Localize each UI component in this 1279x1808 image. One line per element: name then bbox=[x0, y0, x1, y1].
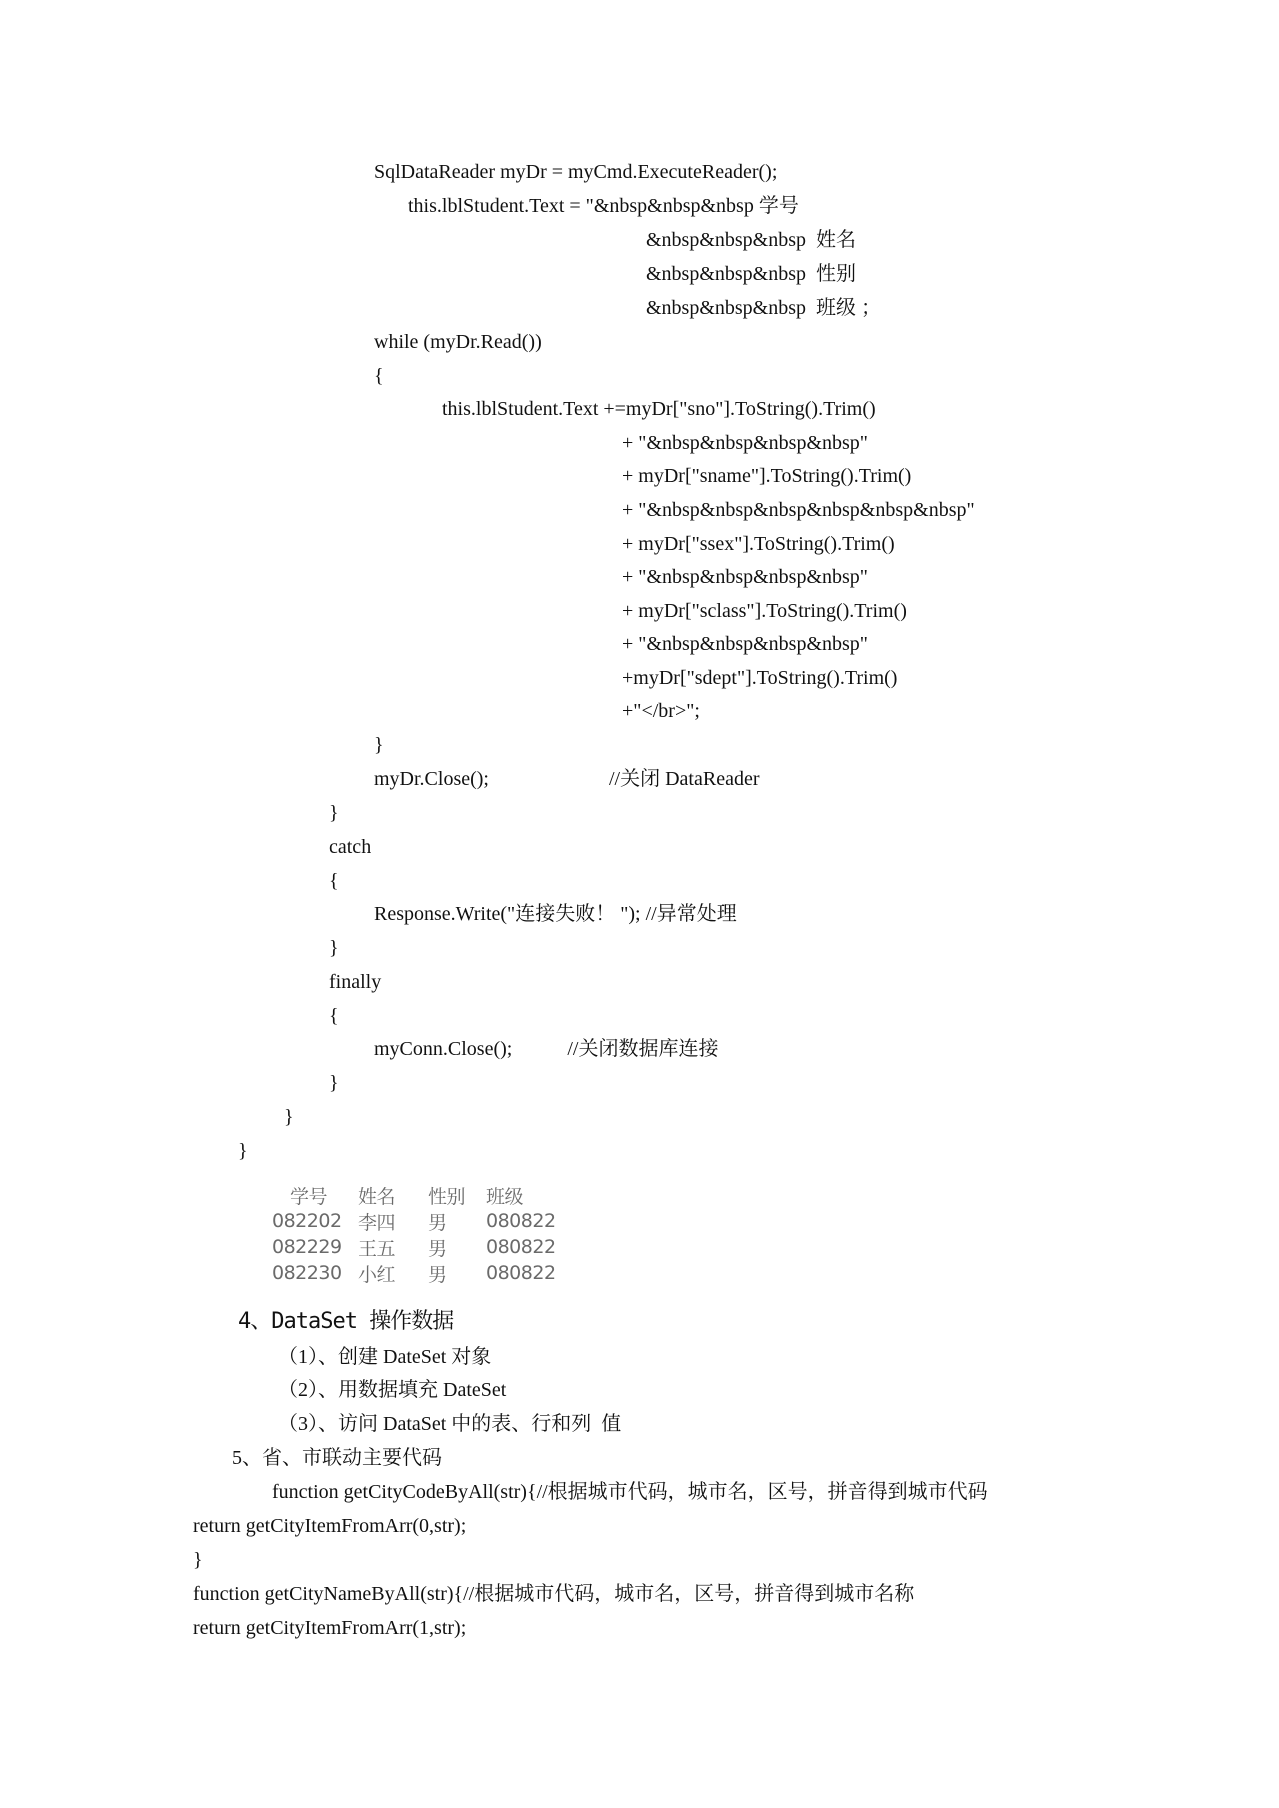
result-cell: 李四 bbox=[358, 1211, 396, 1234]
result-row bbox=[272, 1208, 556, 1234]
code-line: this.lblStudent.Text = "&nbsp&nbsp&nbsp 学号 bbox=[408, 195, 799, 217]
result-cell: 男 bbox=[428, 1237, 447, 1260]
code-line: } bbox=[238, 1140, 248, 1162]
result-cell: 082202 bbox=[272, 1210, 342, 1232]
result-cell: 王五 bbox=[358, 1237, 396, 1260]
code-line: + "&nbsp&nbsp&nbsp&nbsp&nbsp&nbsp" bbox=[622, 499, 975, 521]
code-line: this.lblStudent.Text +=myDr["sno"].ToString().Trim() bbox=[442, 398, 876, 420]
code-line: { bbox=[374, 365, 384, 387]
code-line: &nbsp&nbsp&nbsp 性别 bbox=[646, 263, 857, 285]
list-item: （1）、创建 DateSet 对象 bbox=[278, 1346, 492, 1368]
code-line: } bbox=[374, 734, 384, 756]
code-line: } bbox=[329, 802, 339, 824]
code-line: { bbox=[329, 870, 339, 892]
result-row bbox=[272, 1260, 556, 1286]
code-line: + myDr["sname"].ToString().Trim() bbox=[622, 465, 912, 487]
header-cell: 班级 bbox=[486, 1185, 524, 1208]
code-line: + myDr["sclass"].ToString().Trim() bbox=[622, 600, 907, 622]
code-line: return getCityItemFromArr(1,str); bbox=[193, 1617, 467, 1639]
result-cell: 男 bbox=[428, 1263, 447, 1286]
code-line: while (myDr.Read()) bbox=[374, 331, 542, 353]
code-line: SqlDataReader myDr = myCmd.ExecuteReader(); bbox=[374, 161, 778, 183]
header-cell: 学号 bbox=[290, 1185, 328, 1208]
code-line: function getCityCodeByAll(str){//根据城市代码，城市名，区号，拼音得到城市代码 bbox=[272, 1481, 988, 1503]
code-line: myDr.Close(); //关闭 DataReader bbox=[374, 768, 760, 790]
code-line: &nbsp&nbsp&nbsp 班级 ； bbox=[646, 297, 882, 319]
code-line: } bbox=[284, 1106, 294, 1128]
code-line: { bbox=[329, 1005, 339, 1027]
code-line: } bbox=[329, 1072, 339, 1094]
header-cell: 姓名 bbox=[358, 1185, 396, 1208]
section-heading: 4、DataSet 操作数据 bbox=[238, 1309, 454, 1334]
result-cell: 080822 bbox=[486, 1262, 556, 1284]
result-cell: 小红 bbox=[358, 1263, 396, 1286]
result-cell: 082230 bbox=[272, 1262, 342, 1284]
code-line: myConn.Close(); //关闭数据库连接 bbox=[374, 1038, 719, 1060]
result-cell: 080822 bbox=[486, 1236, 556, 1258]
list-item: （2）、用数据填充 DateSet bbox=[278, 1379, 507, 1401]
code-line: return getCityItemFromArr(0,str); bbox=[193, 1515, 467, 1537]
result-row bbox=[272, 1234, 556, 1260]
query-result-image bbox=[272, 1182, 556, 1286]
result-cell: 男 bbox=[428, 1211, 447, 1234]
code-line: } bbox=[329, 937, 339, 959]
list-item: （3）、访问 DataSet 中的表、行和列 值 bbox=[278, 1413, 622, 1435]
section-heading: 5、省、市联动主要代码 bbox=[232, 1447, 442, 1469]
code-line: catch bbox=[329, 836, 372, 858]
code-line: +myDr["sdept"].ToString().Trim() bbox=[622, 667, 898, 689]
code-line: +"</br>"; bbox=[622, 700, 700, 722]
code-line: &nbsp&nbsp&nbsp 姓名 bbox=[646, 229, 857, 251]
code-line: finally bbox=[329, 971, 382, 993]
code-line: } bbox=[193, 1549, 203, 1571]
result-cell: 082229 bbox=[272, 1236, 342, 1258]
code-line: Response.Write("连接失败！ "); //异常处理 bbox=[374, 903, 737, 925]
header-cell: 性别 bbox=[428, 1185, 466, 1208]
code-line: + "&nbsp&nbsp&nbsp&nbsp" bbox=[622, 432, 868, 454]
code-line: + myDr["ssex"].ToString().Trim() bbox=[622, 533, 895, 555]
result-cell: 080822 bbox=[486, 1210, 556, 1232]
code-line: + "&nbsp&nbsp&nbsp&nbsp" bbox=[622, 633, 868, 655]
code-line: function getCityNameByAll(str){//根据城市代码，城市名，区号，拼音得到城市名称 bbox=[193, 1583, 915, 1605]
result-header-row bbox=[272, 1182, 552, 1208]
code-line: + "&nbsp&nbsp&nbsp&nbsp" bbox=[622, 566, 868, 588]
